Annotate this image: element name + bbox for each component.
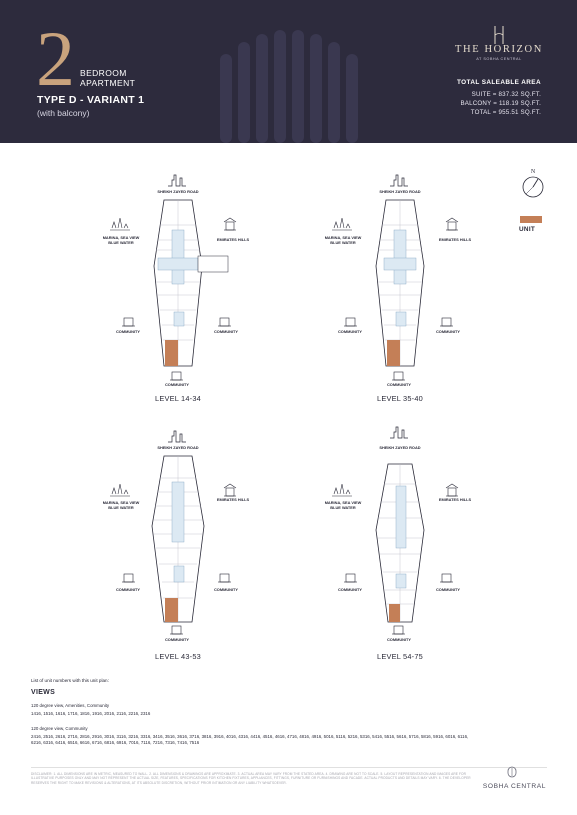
bedroom-label-line2: APARTMENT: [80, 78, 136, 88]
community-icon-left: [122, 318, 135, 326]
left-view-line1: MARINA, SEA VIEW: [102, 235, 140, 240]
city-skyline-icon: [390, 175, 408, 186]
building-outline: [152, 456, 204, 622]
community-right-label: COMMUNITY: [436, 587, 460, 592]
community-icon-right: [440, 574, 453, 582]
horizon-logo-icon: [488, 26, 510, 44]
marina-icon: [332, 484, 352, 496]
community-left-label: COMMUNITY: [338, 587, 362, 592]
top-road-label: SHEIKH ZAYED ROAD: [379, 189, 421, 194]
left-view-label: [318, 235, 368, 245]
view-group-1-units: 1416, 1516, 1616, 1716, 1816, 1916, 2016, 2116, 2216, 2316: [31, 711, 151, 716]
marina-icon: [110, 484, 130, 496]
views-heading: VIEWS: [31, 689, 56, 696]
highlighted-unit: [165, 598, 178, 622]
right-view-label: EMIRATES HILLS: [438, 237, 472, 242]
emirates-hills-icon: [224, 218, 236, 230]
disclaimer-text: DISCLAIMER: 1. ALL DIMENSIONS ARE IN METRIC, MEASURED TO WALL. 2. ALL DIMENSIONS & DRAWINGS ARE APPROXIMATE. 3. ACTUAL AREA MAY VARY FROM THE STATED AREA. 4. DRAWING ARE NOT TO SCALE. 5. LAYOUT REPRESENTATION AND IMAGES ARE FOR ILLUSTRATIVE PURPOSES ONLY AND MAY NOT REPRESENT THE ACTUAL SIZE, FEATURES, SPECIFICATIONS FOR KITCHEN FIXTURES, APPLIANCES, FITTINGS, FURNITURE OR FURNISHINGS AND FACADE. ACTUAL PRODUCTS AND DETAILS MAY VARY. 6. THE DEVELOPER RESERVES THE RIGHT TO MAKE REVISIONS & ALTERATIONS, AT ITS ABSOLUTE DISCRETION, WITHOUT PRIOR INTIMATION OR ANY LIABILITY WHATSOEVER.: [31, 772, 471, 785]
community-icon-right: [440, 318, 453, 326]
area-balcony: BALCONY = 118.19 SQ.FT.: [460, 100, 541, 107]
community-left-label: COMMUNITY: [116, 587, 140, 592]
community-icon-bottom: [392, 372, 405, 380]
community-right-label: COMMUNITY: [436, 329, 460, 334]
view-group-1-title: 120 degree view, Amenities, Community: [31, 703, 110, 708]
right-view-label: EMIRATES HILLS: [216, 497, 250, 502]
community-left-label: COMMUNITY: [338, 329, 362, 334]
community-icon-right: [218, 318, 231, 326]
marina-icon: [110, 218, 130, 230]
floor-plan-level-35-40: [318, 170, 538, 410]
left-view-label: [96, 500, 146, 510]
highlighted-unit: [387, 340, 400, 366]
left-view-label: [96, 235, 146, 245]
floor-plan-drawing: [96, 426, 316, 666]
community-icon-right: [218, 574, 231, 582]
community-icon-left: [344, 574, 357, 582]
footer-brand: SOBHA CENTRAL: [482, 783, 546, 790]
level-label: LEVEL 54-75: [377, 652, 423, 661]
community-bottom-label: COMMUNITY: [165, 637, 189, 642]
left-view-line1: MARINA, SEA VIEW: [324, 500, 362, 505]
unit-type-title: TYPE D - VARIANT 1: [37, 94, 145, 106]
area-total: TOTAL = 955.51 SQ.FT.: [470, 109, 541, 116]
legend-unit-label: UNIT: [519, 226, 536, 233]
left-view-line2: BLUE WATER: [108, 505, 134, 510]
left-view-line2: BLUE WATER: [108, 240, 134, 245]
bedroom-count: 2: [36, 15, 75, 102]
left-view-label: [318, 500, 368, 510]
header-banner: [0, 0, 577, 143]
floor-plan-level-54-75: [318, 426, 538, 666]
community-icon-left: [344, 318, 357, 326]
community-icon-bottom: [170, 372, 183, 380]
floor-plan-drawing: [96, 170, 316, 410]
right-view-label: EMIRATES HILLS: [216, 237, 250, 242]
right-view-label: EMIRATES HILLS: [438, 497, 472, 502]
sobha-logo-icon: [507, 766, 517, 778]
community-left-label: COMMUNITY: [116, 329, 140, 334]
community-bottom-label: COMMUNITY: [387, 382, 411, 387]
community-bottom-label: COMMUNITY: [387, 637, 411, 642]
community-icon-bottom: [392, 626, 405, 634]
building-outline: [376, 200, 424, 366]
community-icon-bottom: [170, 626, 183, 634]
floor-plan-level-14-34: [96, 170, 316, 410]
top-road-label: SHEIKH ZAYED ROAD: [379, 445, 421, 450]
top-road-label: SHEIKH ZAYED ROAD: [157, 189, 199, 194]
bedroom-label-line1: BEDROOM: [80, 68, 127, 78]
unit-type-subtitle: (with balcony): [37, 108, 90, 118]
floor-plan-level-43-53: [96, 426, 316, 666]
emirates-hills-icon: [446, 484, 458, 496]
building-outline: [154, 200, 228, 366]
left-view-line2: BLUE WATER: [330, 505, 356, 510]
bedroom-label: [80, 68, 135, 88]
area-suite: SUITE = 837.32 SQ.FT.: [471, 91, 541, 98]
brand-subtitle: AT SOBHA CENTRAL: [476, 57, 522, 61]
marina-icon: [332, 218, 352, 230]
city-skyline-icon: [168, 175, 186, 186]
left-view-line1: MARINA, SEA VIEW: [324, 235, 362, 240]
level-label: LEVEL 43-53: [155, 652, 201, 661]
level-label: LEVEL 35-40: [377, 394, 423, 403]
decorative-arches: [214, 30, 364, 143]
level-label: LEVEL 14-34: [155, 394, 201, 403]
community-right-label: COMMUNITY: [214, 587, 238, 592]
highlighted-unit: [389, 604, 400, 622]
community-bottom-label: COMMUNITY: [165, 382, 189, 387]
left-view-line2: BLUE WATER: [330, 240, 356, 245]
building-outline: [376, 464, 424, 622]
compass-north-label: N: [530, 169, 536, 175]
left-view-line1: MARINA, SEA VIEW: [102, 500, 140, 505]
city-skyline-icon: [390, 427, 408, 438]
community-icon-left: [122, 574, 135, 582]
floor-plan-drawing: [318, 426, 538, 666]
view-group-2-units: 2416, 2516, 2616, 2716, 2816, 2916, 3016, 3116, 3216, 3316, 3416, 3516, 3616, 3716, 3816, 3916, 4016, 4316, 4416, 4516, 4616, 4716, 4816, 4916, 5016, 5116, 5216, 5316, 5416, 5516, 5616, 5716, 5816, 5916, 6016, 6116, 6216, 6316, 6416, 6516, 6616, 6716, 6816, 6916, 7016, 7116, 7216, 7316, 7416, 7516: [31, 734, 469, 746]
footer-divider: [31, 767, 547, 768]
area-title: TOTAL SALEABLE AREA: [456, 79, 541, 86]
highlighted-unit: [165, 340, 178, 366]
unit-list-intro: List of unit numbers with this unit plan:: [31, 678, 109, 683]
city-skyline-icon: [168, 431, 186, 442]
floor-plan-drawing: [318, 170, 538, 410]
brand-name: THE HORIZON: [455, 44, 543, 55]
view-group-2-title: 120 degree view, Community: [31, 726, 88, 731]
community-right-label: COMMUNITY: [214, 329, 238, 334]
emirates-hills-icon: [446, 218, 458, 230]
emirates-hills-icon: [224, 484, 236, 496]
top-road-label: SHEIKH ZAYED ROAD: [157, 445, 199, 450]
